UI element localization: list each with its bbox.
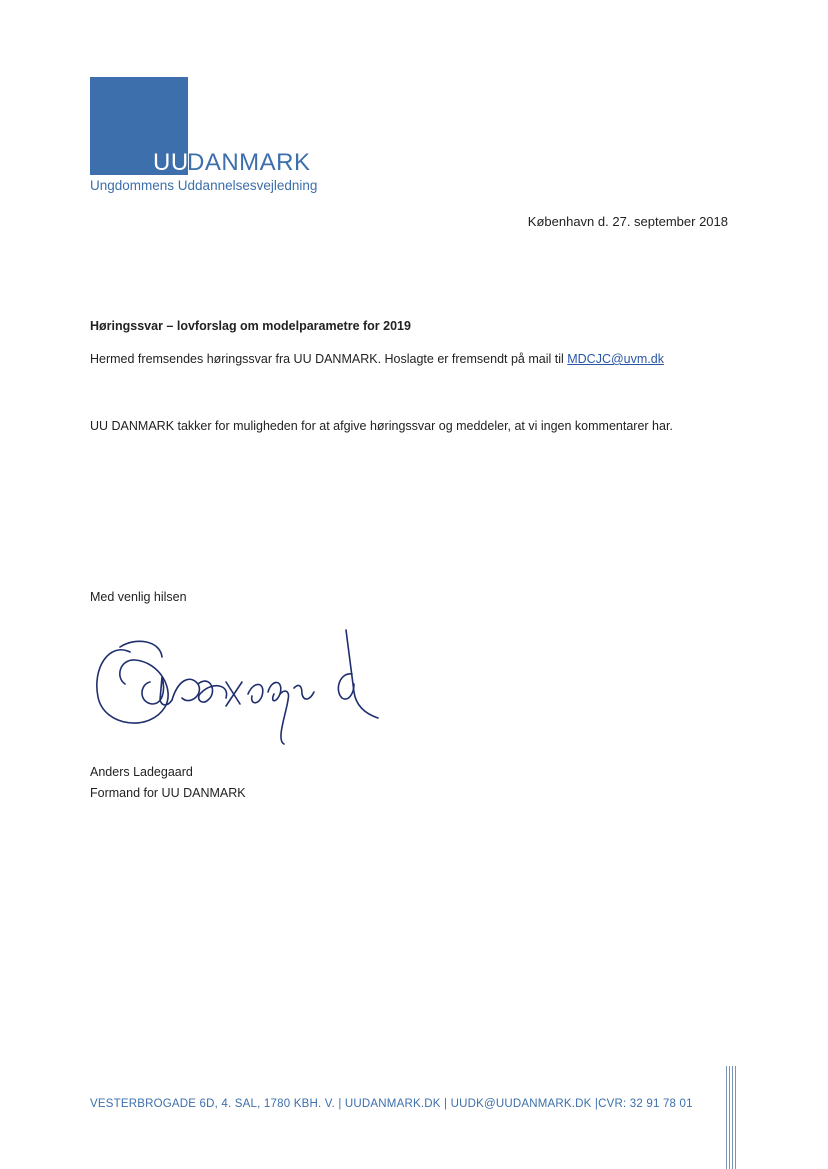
signer-name: Anders Ladegaard [90,765,193,779]
letter-line-1 [90,351,664,367]
signature [90,622,380,752]
footer-address: VESTERBROGADE 6D, 4. SAL, 1780 KBH. V. | UUDANMARK.DK | UUDK@UUDANMARK.DK |CVR: 32 91 78 01 [90,1098,693,1110]
letter-closing: Med venlig hilsen [90,590,187,604]
letter-line-2: UU DANMARK takker for muligheden for at afgive høringssvar og meddeler, at vi ingen kommentarer har. [90,419,673,433]
letter-subject: Høringssvar – lovforslag om modelparametre for 2019 [90,319,411,333]
scan-edge-lines [726,1066,738,1169]
letter-line-1-text: Hermed fremsendes høringssvar fra UU DANMARK. Hoslagte er fremsendt på mail til [90,352,568,366]
logo-subtitle: Ungdommens Uddannelsesvejledning [90,178,318,193]
email-link[interactable]: MDCJC@uvm.dk [567,352,664,366]
signer-title: Formand for UU DANMARK [90,786,246,800]
letter-date: København d. 27. september 2018 [527,214,728,229]
logo-danmark-text: DANMARK [187,149,311,176]
logo-uu-text: UU [153,149,189,176]
